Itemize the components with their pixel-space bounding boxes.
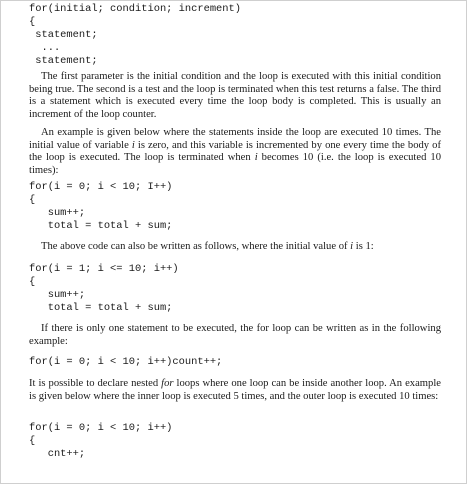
code-line: { (29, 276, 36, 288)
paragraph-parameters: The first parameter is the initial condition and the loop is executed with this initial condition being true. The second is a test and the loop is terminated when this test returns a false. The third is a statement which is executed every time the loop body is completed. This is usually an increment of the loop counter. (29, 71, 441, 120)
code-line: statement; (29, 55, 98, 67)
code-line: total = total + sum; (29, 302, 173, 314)
paragraph-example-intro: An example is given below where the statements inside the loop are executed 10 times. The initial value of variable i is zero, and this variable is incremented by one every time the body of the loop is executed. The loop is terminated when i becomes 10 (i.e. the loop is executed 10 times): (29, 127, 441, 176)
code-line: { (29, 16, 36, 28)
code-line: for(i = 0; i < 10; I++) (29, 181, 173, 193)
code-line: for(i = 0; i < 10; i++) (29, 422, 173, 434)
code-line: sum++; (29, 289, 86, 301)
variable-i: i (350, 241, 354, 252)
code-line: ... (29, 42, 61, 54)
code-block-nested (29, 422, 172, 461)
code-block-example-1 (29, 181, 172, 233)
variable-i: i (254, 152, 258, 164)
code-line: total = total + sum; (29, 220, 173, 232)
paragraph-nested-loops: It is possible to declare nested for loops where one loop can be inside another loop. An example is given below where the inner loop is executed 5 times, and the outer loop is executed 10 times: (29, 378, 441, 402)
paragraph-single-statement: If there is only one statement to be executed, the for loop can be written as in the following example: (29, 323, 441, 347)
paragraph-alternative: The above code can also be written as follows, where the initial value of i is 1: (41, 241, 374, 252)
variable-i: i (131, 139, 135, 151)
code-line: for(initial; condition; increment) (29, 3, 242, 15)
code-block-for-syntax (29, 3, 241, 68)
code-line: { (29, 435, 36, 447)
code-line: cnt++; (29, 448, 86, 460)
code-line: sum++; (29, 207, 86, 219)
code-line: for(i = 0; i < 10; i++)count++; (29, 356, 223, 368)
code-line: { (29, 194, 36, 206)
keyword-for: for (161, 378, 174, 389)
code-block-one-liner (29, 356, 222, 369)
code-block-example-2 (29, 263, 179, 315)
code-line: for(i = 1; i <= 10; i++) (29, 263, 179, 275)
code-line: statement; (29, 29, 98, 41)
